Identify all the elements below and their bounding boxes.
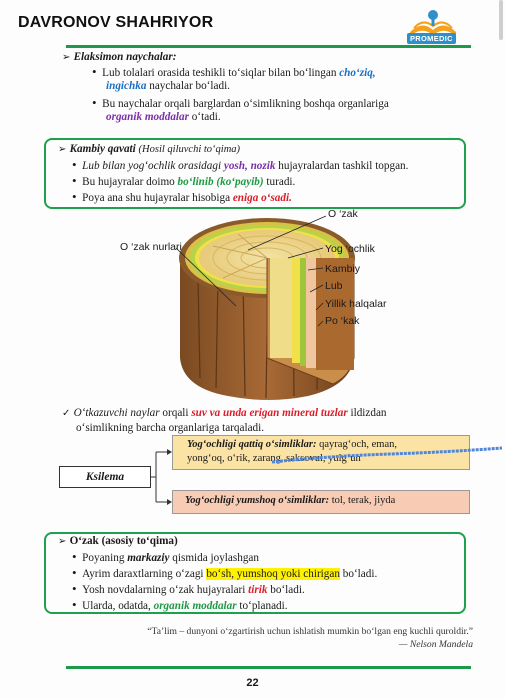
- bullet-dot-icon: •: [72, 597, 77, 612]
- quote-text: “Ta’lim – dunyoni o‘zgartirish uchun ishlatish mumkin bo‘lgan eng kuchli quroldir.”: [147, 626, 473, 637]
- arrow-bullet-icon: ➢: [62, 52, 74, 63]
- section4-bullet-2: • Ayrim daraxtlarning o‘zagi bo‘sh, yumshoq yoki chirigan bo‘ladi.: [72, 565, 378, 580]
- soft-wood-list: tol, terak, jiyda: [329, 495, 396, 506]
- stem-cross-section-diagram: [118, 208, 418, 408]
- section4-heading: O‘zak (asosiy to‘qima): [69, 535, 178, 547]
- bullet-dot-icon: •: [72, 565, 77, 580]
- section4-heading-line: [58, 534, 178, 549]
- bullet-dot-icon: •: [72, 173, 77, 188]
- label-lub: Lub: [325, 280, 343, 292]
- soft-wood-title: Yog‘ochligi yumshoq o‘simliklar:: [185, 495, 330, 506]
- bullet-dot-icon: •: [72, 581, 77, 596]
- bullet-dot-icon: •: [72, 189, 77, 204]
- hard-wood-box: Yog‘ochligi qattiq o‘simliklar: qayrag‘och, eman, yong‘oq, o‘rik, zarang, saksovul, yulg‘un: [172, 435, 470, 470]
- label-ozak-nurlari: O ‘zak nurlari: [120, 241, 182, 253]
- section1-heading-line: [62, 50, 176, 65]
- section1-bullet-2: • Bu naychalar orqali barglardan o‘simlikning boshqa organlariga: [92, 95, 389, 110]
- quote-block: [147, 625, 473, 651]
- section3-line2: o‘simlikning barcha organlariga tarqaladi.: [76, 422, 265, 434]
- section3-line1: ✓ O‘tkazuvchi naylar orqali suv va unda erigan mineral tuzlar ildizdan: [62, 407, 387, 419]
- section2-bullet-2: • Bu hujayralar doimo bo‘linib (ko‘payib) turadi.: [72, 173, 296, 188]
- page-number: 22: [246, 677, 259, 689]
- pen-stroke-mark: [270, 444, 505, 466]
- hard-wood-list: yong‘oq, o‘rik, zarang, saksovul, yulg‘un: [187, 453, 361, 464]
- label-ozak: O ‘zak: [328, 208, 358, 220]
- hard-wood-title: Yog‘ochligi qattiq o‘simliklar:: [187, 439, 317, 450]
- bullet-dot-icon: •: [92, 95, 97, 110]
- bullet-dot-icon: •: [72, 549, 77, 564]
- arrow-bullet-icon: ➢: [58, 144, 70, 155]
- soft-wood-box: [172, 490, 470, 514]
- section2-heading-line: [58, 142, 240, 157]
- header-rule: [66, 45, 471, 48]
- section4-bullet-3: • Yosh novdalarning o‘zak hujayralari tirik bo‘ladi.: [72, 581, 305, 596]
- label-yogochlik: Yog ‘ochlik: [325, 243, 375, 255]
- section4-bullet-1: • Poyaning markaziy qismida joylashgan: [72, 549, 259, 564]
- section1-bullet-1-cont: ingichka naychalar bo‘ladi.: [106, 80, 230, 92]
- checkmark-icon: ✓: [62, 408, 74, 419]
- label-yillik-halqalar: Yillik halqalar: [325, 298, 387, 310]
- label-kambiy: Kambiy: [325, 263, 361, 275]
- section1-bullet-2-cont: organik moddalar o‘tadi.: [106, 111, 221, 123]
- arrow-bullet-icon: ➢: [58, 536, 70, 547]
- ksilema-box: Ksilema: [59, 466, 151, 488]
- scrollbar[interactable]: [499, 0, 503, 40]
- page-header-title: DAVRONOV SHAHRIYOR: [18, 14, 214, 31]
- section4-bullet-4: • Ularda, odatda, organik moddalar to‘planadi.: [72, 597, 288, 612]
- section2-heading: Kambiy qavati: [69, 143, 136, 155]
- quote-author: — Nelson Mandela: [398, 639, 473, 650]
- label-pokak: Po ‘kak: [325, 315, 360, 327]
- section1-heading: Elaksimon naychalar:: [73, 51, 177, 63]
- ksilema-connector-lines: [150, 448, 174, 506]
- footer-rule: [66, 666, 471, 669]
- section1-bullet-1: • Lub tolalari orasida teshikli to‘siqlar bilan bo‘lingan cho‘ziq,: [92, 64, 376, 79]
- section2-subheading: (Hosil qiluvchi to‘qima): [138, 144, 241, 155]
- bullet-dot-icon: •: [72, 157, 77, 172]
- section2-bullet-1: • Lub bilan yog‘ochlik orasidagi yosh, nozik hujayralardan tashkil topgan.: [72, 157, 409, 172]
- bullet-dot-icon: •: [92, 64, 97, 79]
- logo-text: PROMEDIC: [407, 33, 456, 44]
- section2-bullet-3: • Poya ana shu hujayralar hisobiga eniga o‘sadi.: [72, 189, 292, 204]
